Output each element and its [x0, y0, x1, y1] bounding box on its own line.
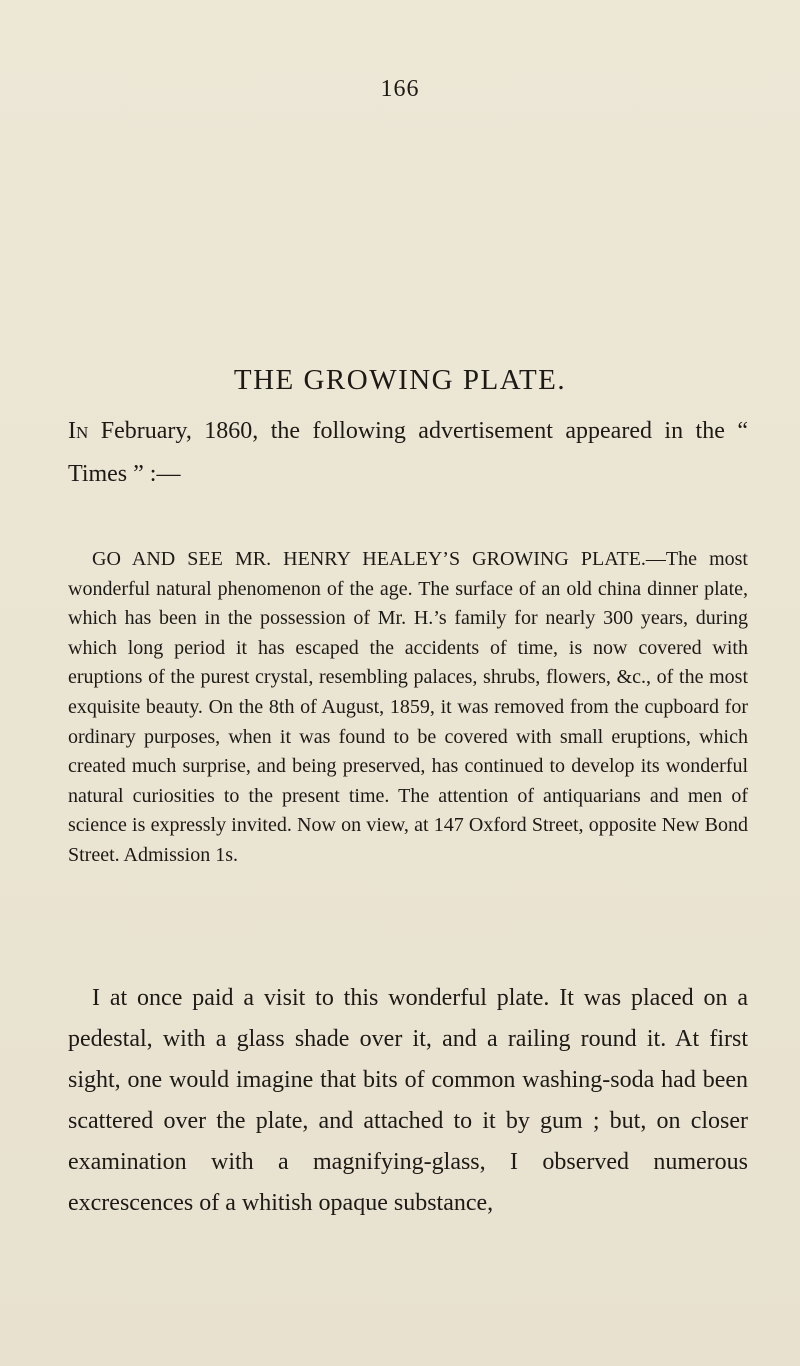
intro-text: February, 1860, the following advertisement appeared in the “ Times ” :—	[68, 418, 748, 487]
page-number: 166	[380, 76, 420, 102]
intro-first-word: In	[68, 418, 89, 444]
body-paragraph: I at once paid a visit to this wonderful plate. It was placed on a pedestal, with a glass shade over it, and a railing round it. At first sight, one would imagine that bits of common washing-soda had been scattered over the plate, and attached to it by gum ; but, on closer examination with a magnifying-glass, I observed numerous excrescences of a whitish opaque substance,	[68, 985, 748, 1216]
chapter-title: THE GROWING PLATE.	[233, 364, 567, 396]
intro-paragraph	[68, 410, 748, 496]
advertisement-quote: GO AND SEE MR. HENRY HEALEY’S GROWING PLATE.—The most wonderful natural phenomenon of the age. The surface of an old china dinner plate, which has been in the possession of Mr. H.’s family for nearly 300 years, during which long period it has escaped the accidents of time, is now covered with eruptions of the purest crystal, resembling palaces, shrubs, flowers, &c., of the most exquisite beauty. On the 8th of August, 1859, it was removed from the cupboard for ordinary purposes, when it was found to be covered with small eruptions, which created much surprise, and being preserved, has continued to develop its wonderful natural curiosities to the present time. The attention of antiquarians and men of science is expressly invited. Now on view, at 147 Oxford Street, opposite New Bond Street. Admission 1s.	[68, 548, 748, 866]
